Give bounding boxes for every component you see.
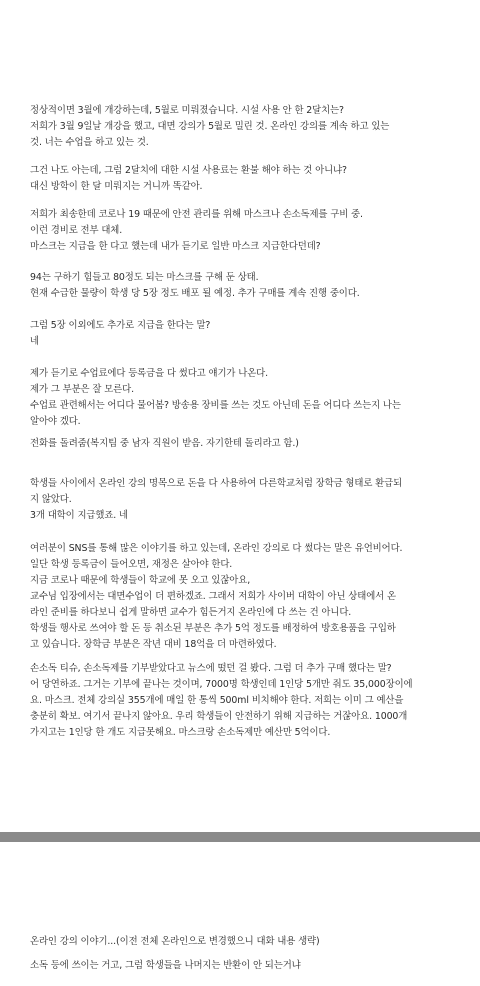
text-line: 제가 듣기로 수업료에다 등록금을 다 썼다고 얘기가 나온다. (30, 368, 268, 379)
text-line: 저희가 3월 9일날 개강을 했고, 대면 강의가 5월로 밀린 것. 온라인 강의를 계속 하고 있는 (30, 121, 390, 132)
paragraph-1 (30, 103, 455, 151)
document-page-2 (0, 842, 480, 986)
text-line: 가지고는 1인당 한 개도 지급못해요. 마스크랑 손소독제만 예산만 5억이다. (30, 727, 331, 738)
text-line: 이런 경비로 전부 대체. (30, 225, 123, 236)
paragraph-7 (30, 436, 455, 452)
text-line: 수업료 관련해서는 어디다 물어봄? 방송용 장비를 쓰는 것도 아닌데 돈을 어디다 쓰는지 나는 (30, 400, 401, 411)
paragraph-6 (30, 366, 455, 430)
text-line: 그건 나도 아는데, 그럼 2달치에 대한 시설 사용료는 환불 해야 하는 것 아니냐? (30, 165, 347, 176)
paragraph-3 (30, 207, 455, 255)
paragraph-5 (30, 318, 455, 350)
text-line: 손소독 티슈, 손소독제를 기부받았다고 뉴스에 떴던 걸 봤다. 그럼 더 추가 구매 했다는 말? (30, 663, 392, 674)
text-line: 학생들 사이에서 온라인 강의 명목으로 돈을 다 사용하여 다른학교처럼 장학금 형태로 환급되 (30, 478, 403, 489)
text-line: 지금 코로나 때문에 학생들이 학교에 못 오고 있잖아요, (30, 575, 251, 586)
page-separator (0, 832, 480, 842)
text-line: 학생들 행사로 쓰여야 할 돈 등 취소된 부분은 추가 5억 정도를 배정하여 방호용품을 구입하 (30, 623, 396, 634)
text-line: 것. 너는 수업을 하고 있는 것. (30, 137, 149, 148)
paragraph-8 (30, 476, 455, 524)
text-line: 대신 방학이 한 달 미뤄지는 거니까 똑같아. (30, 181, 203, 192)
text-line: 현재 수급한 물량이 학생 당 5장 정도 배포 될 예정. 추가 구매를 계속 진행 중이다. (30, 288, 360, 299)
text-line: 라인 준비를 하다보니 쉽게 말하면 교수가 힘든거지 온라인에 다 쓰는 건 아니다. (30, 607, 352, 618)
text-line: 저희가 최송한데 코로나 19 때문에 안전 관리를 위해 마스크나 손소독제를 구비 중. (30, 209, 363, 220)
paragraph-page2 (30, 934, 455, 974)
text-line: 94는 구하기 힘들고 80정도 되는 마스크를 구해 둔 상태. (30, 272, 259, 283)
text-line: 어 당연하죠. 그거는 기부에 끝나는 것이며, 7000명 학생인데 1인당 5개만 줘도 35,000장이에 (30, 679, 413, 690)
text-line: 전화를 돌려줌(복지팀 중 남자 직원이 받음. 자기한테 돌리라고 함.) (30, 438, 299, 449)
text-line: 온라인 강의 이야기...(이전 전체 온라인으로 변경했으니 대화 내용 생략) (30, 936, 320, 947)
text-line: 3개 대학이 지급했죠. 네 (30, 510, 128, 521)
text-line: 네 (30, 336, 39, 347)
text-line: 마스크는 지급을 한 다고 했는데 내가 듣기로 일반 마스크 지급한다던데? (30, 241, 321, 252)
text-line: 충분히 확보. 여기서 끝나지 않아요. 우리 학생들이 안전하기 위해 지급하는 거잖아요. 1000개 (30, 711, 408, 722)
paragraph-4 (30, 270, 455, 302)
text-line: 그럼 5장 이외에도 추가로 지급을 한다는 말? (30, 320, 211, 331)
text-line: 제가 그 부분은 잘 모른다. (30, 384, 134, 395)
text-line: 소독 등에 쓰이는 거고, 그럼 학생들을 나머지는 반환이 안 되는거냐 (30, 960, 301, 971)
text-line: 일단 학생 등록금이 들어오면, 재정은 살아야 한다. (30, 559, 233, 570)
text-line: 정상적이면 3월에 개강하는데, 5월로 미뤄졌습니다. 시설 사용 안 한 2달치는? (30, 105, 344, 116)
text-line: 교수님 입장에서는 대면수업이 더 편하겠죠. 그래서 저희가 사이버 대학이 아닌 상태에서 온 (30, 591, 396, 602)
text-line: 지 않았다. (30, 494, 72, 505)
paragraph-9 (30, 541, 455, 653)
paragraph-10 (30, 661, 455, 741)
text-line: 고 있습니다. 장학금 부분은 작년 대비 18억을 더 마련하였다. (30, 639, 277, 650)
text-line: 알아야 겠다. (30, 416, 81, 427)
text-line: 요. 마스크. 전체 강의실 355개에 매일 한 통씩 500ml 비치해야 한다. 저희는 이미 그 예산을 (30, 695, 404, 706)
paragraph-2 (30, 163, 455, 195)
text-line: 여러분이 SNS를 통해 많은 이야기를 하고 있는데, 온라인 강의로 다 썼다는 말은 유언비어다. (30, 543, 403, 554)
